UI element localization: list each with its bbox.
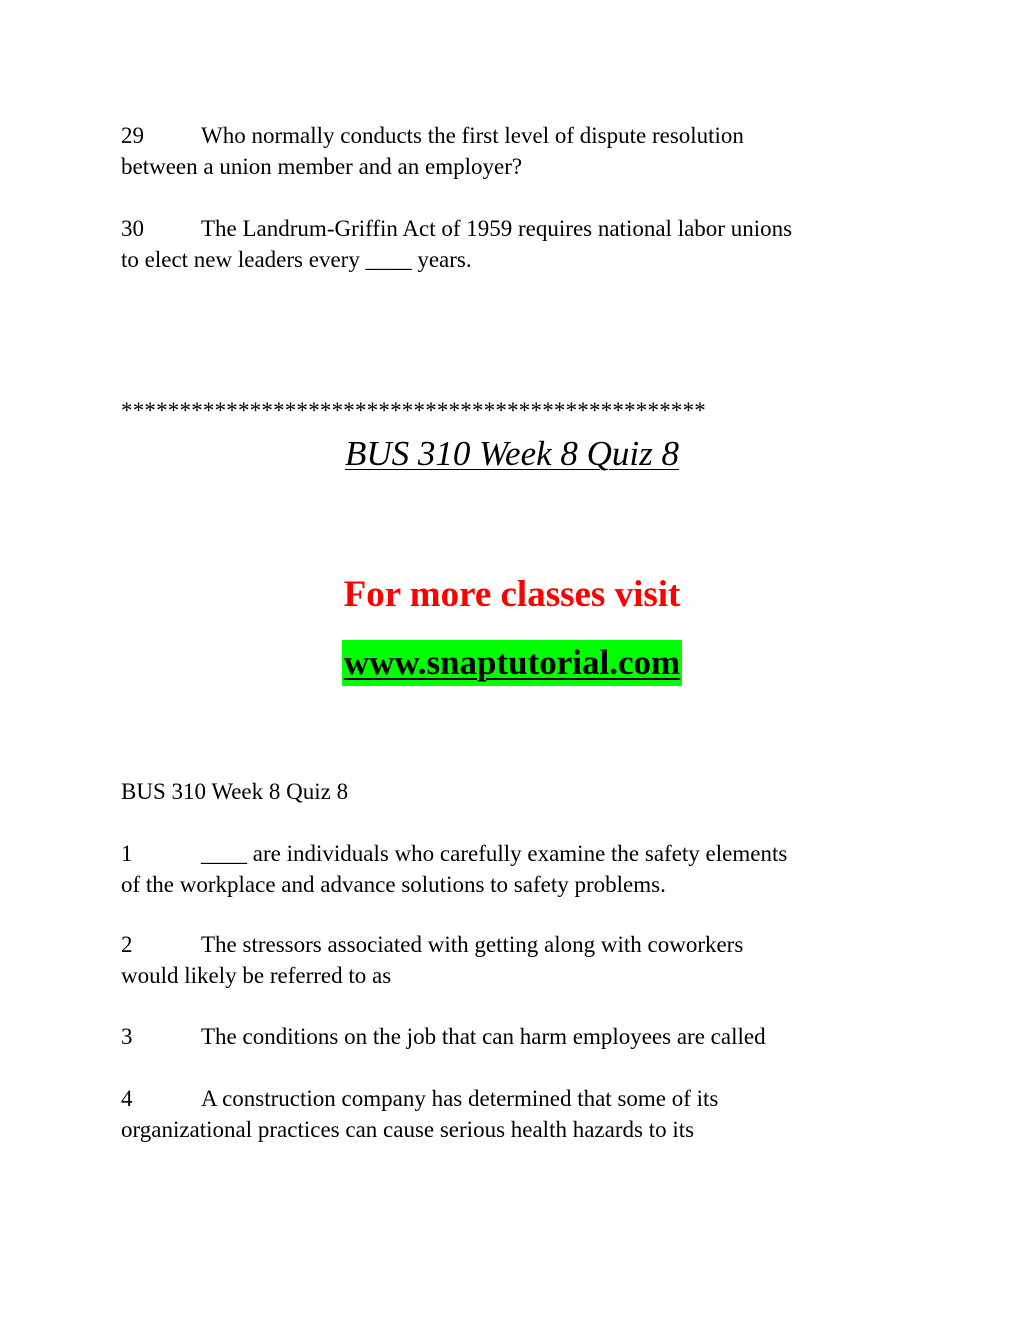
promo-link-container [0, 640, 1024, 686]
question-1 [121, 838, 901, 900]
question-29 [121, 120, 901, 182]
section-heading: BUS 310 Week 8 Quiz 8 [121, 779, 349, 804]
question-text: The stressors associated with getting along with coworkers [201, 932, 744, 957]
question-continuation: would likely be referred to as [121, 963, 392, 988]
question-number: 1 [121, 841, 133, 866]
question-number: 30 [121, 216, 144, 241]
question-text: The conditions on the job that can harm employees are called [201, 1024, 766, 1049]
question-number: 29 [121, 123, 144, 148]
question-text: ____ are individuals who carefully examine the safety elements [201, 841, 788, 866]
question-number: 4 [121, 1086, 133, 1111]
question-continuation: between a union member and an employer? [121, 154, 523, 179]
question-text: A construction company has determined that some of its [201, 1086, 719, 1111]
quiz-title: BUS 310 Week 8 Quiz 8 [344, 434, 680, 473]
question-continuation: of the workplace and advance solutions to safety problems. [121, 872, 666, 897]
question-text: The Landrum-Griffin Act of 1959 requires national labor unions [201, 216, 793, 241]
question-2 [121, 929, 901, 991]
question-30 [121, 213, 901, 275]
question-continuation: to elect new leaders every ____ years. [121, 247, 472, 272]
separator-line: ************************************************** [121, 398, 706, 423]
question-3 [121, 1021, 901, 1052]
question-4 [121, 1083, 901, 1145]
question-number: 3 [121, 1024, 133, 1049]
question-continuation: organizational practices can cause serious health hazards to its [121, 1117, 695, 1142]
promo-link[interactable]: www.snaptutorial.com [342, 640, 682, 686]
question-text: Who normally conducts the first level of dispute resolution [201, 123, 744, 148]
question-number: 2 [121, 932, 133, 957]
promo-text: For more classes visit [343, 574, 681, 615]
